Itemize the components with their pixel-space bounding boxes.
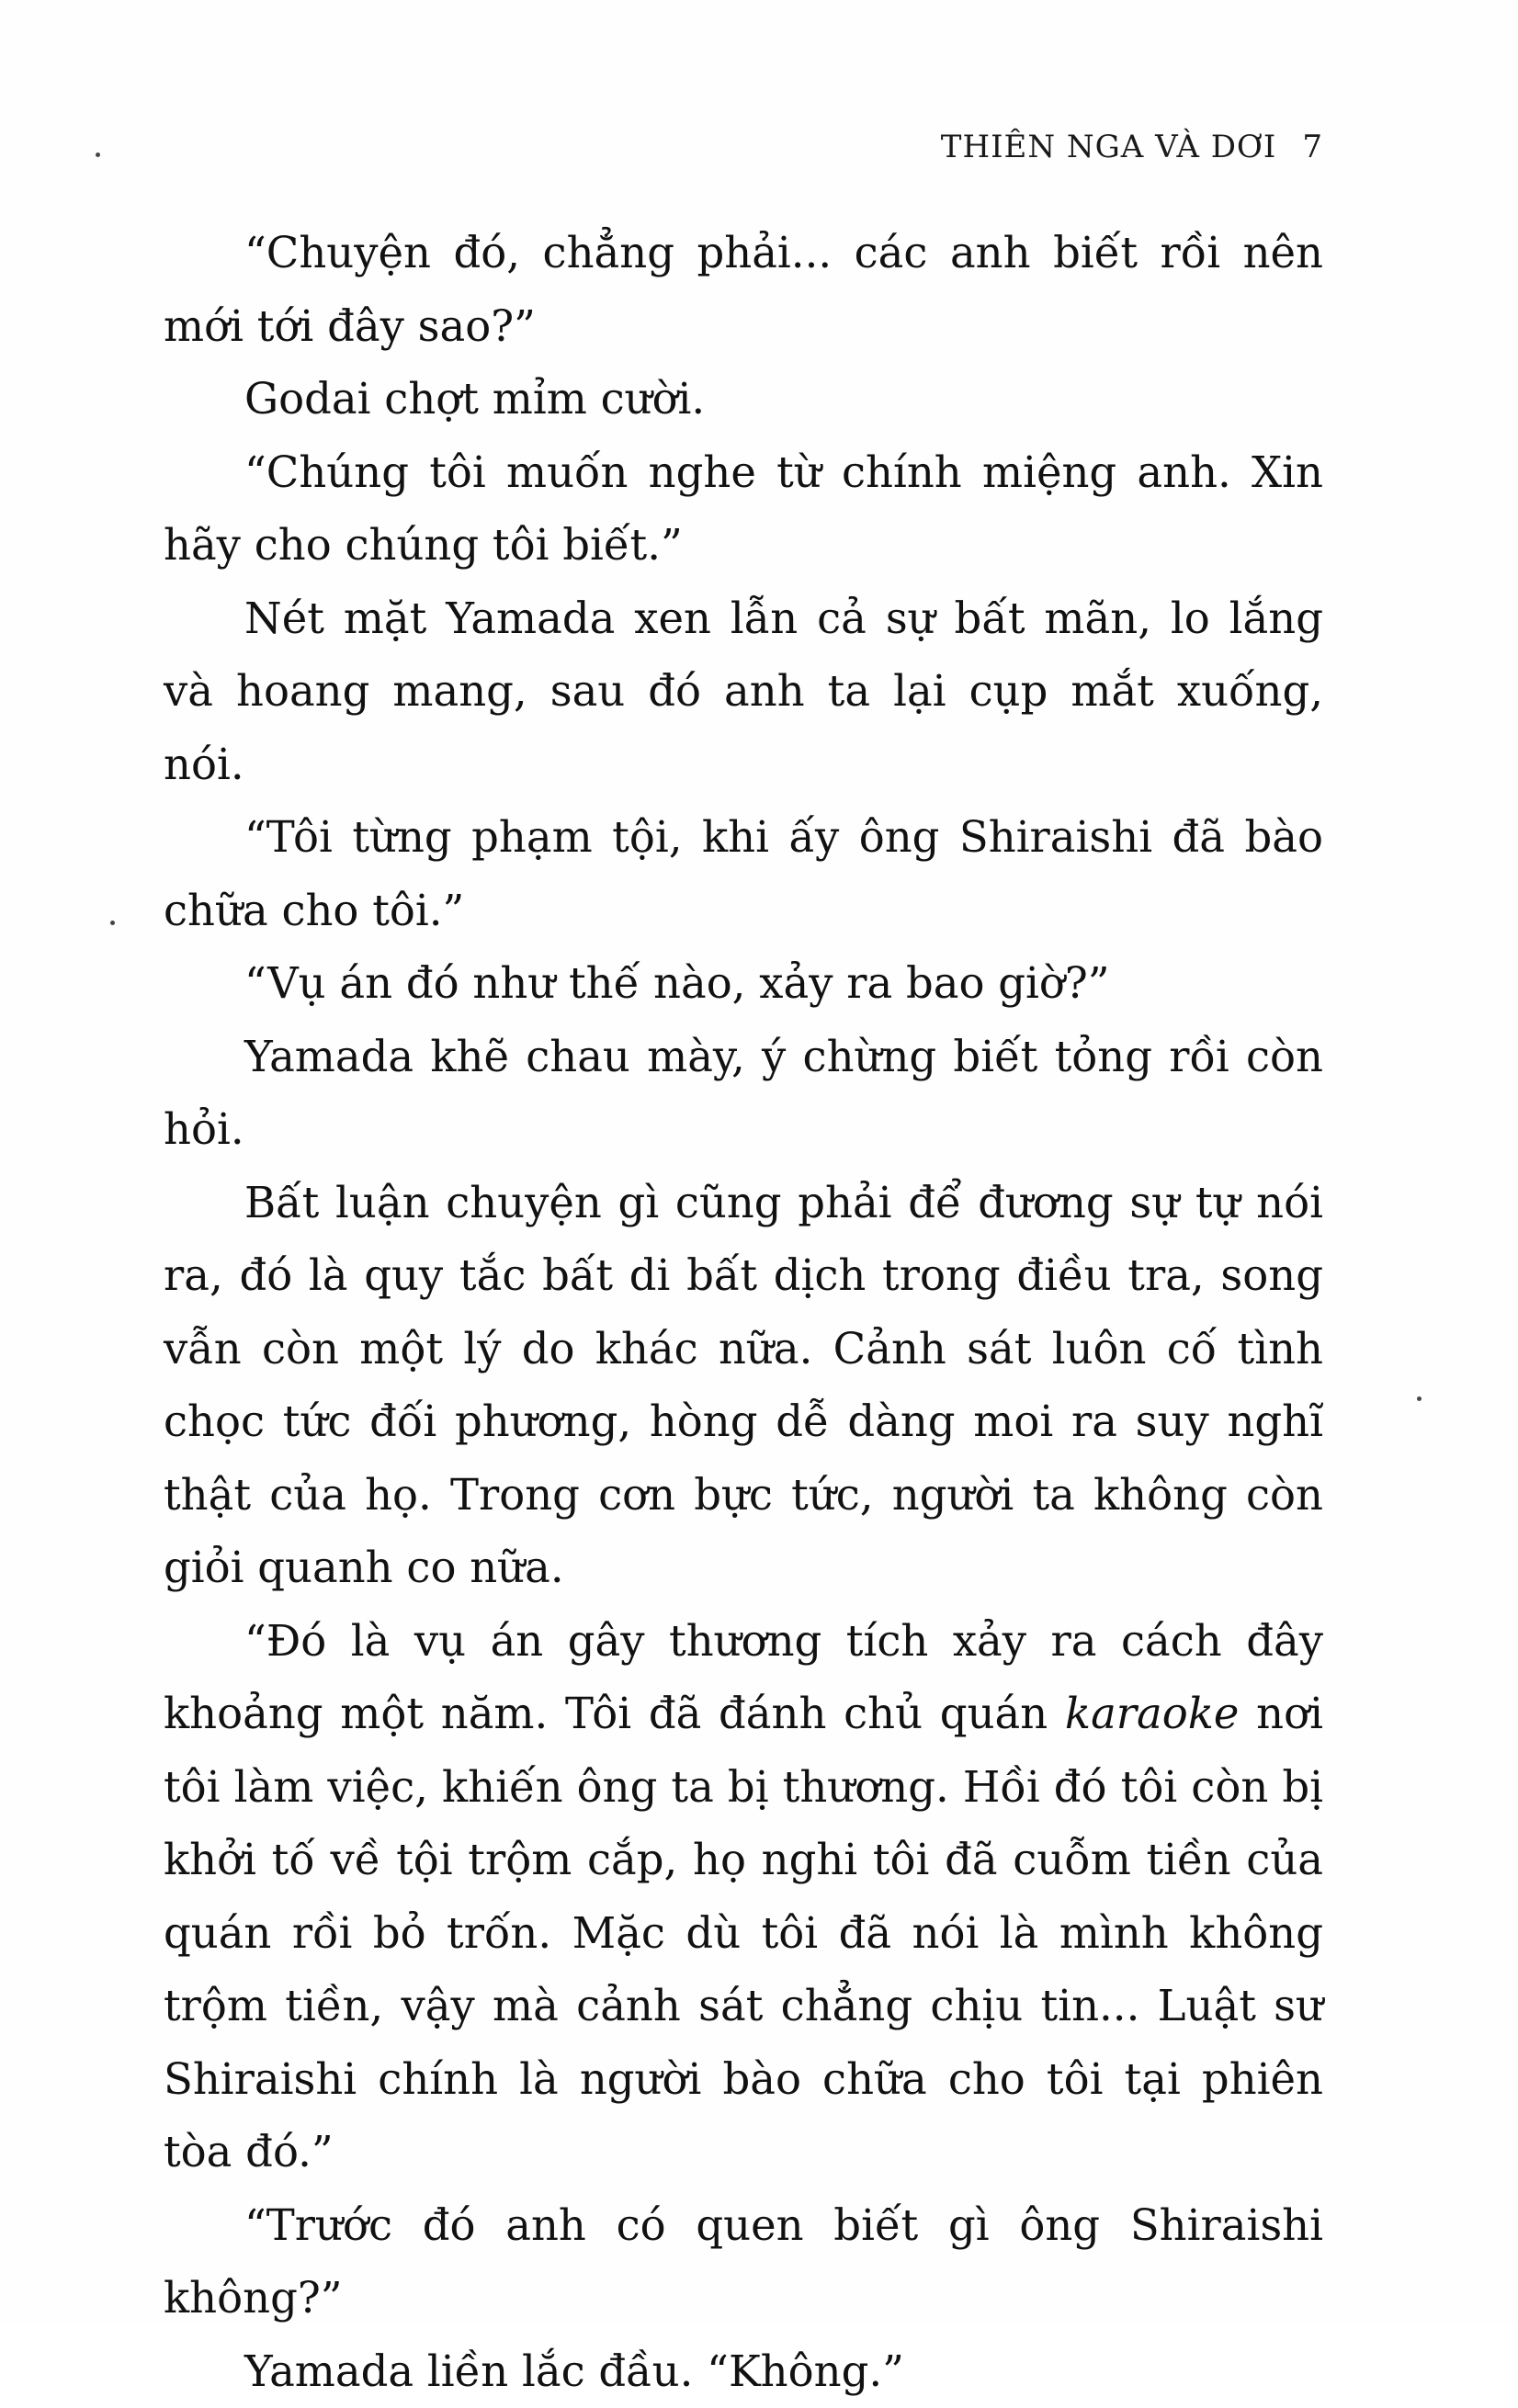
paragraph bbox=[164, 1605, 1323, 2189]
paragraph: Bất luận chuyện gì cũng phải để đương sự tự nói ra, đó là quy tắc bất di bất dịch trong điều tra, song vẫn còn một lý do khác nữa. Cảnh sát luôn cố tình chọc tức đối phương, hòng dễ dàng moi ra suy nghĩ thật của họ. Trong cơn bực tức, người ta không còn giỏi quanh co nữa. bbox=[164, 1167, 1323, 1605]
print-speck bbox=[1417, 1396, 1422, 1401]
body-text bbox=[164, 217, 1323, 2408]
paragraph: “Chuyện đó, chẳng phải... các anh biết rồi nên mới tới đây sao?” bbox=[164, 217, 1323, 363]
paragraph: “Tôi từng phạm tội, khi ấy ông Shiraishi đã bào chữa cho tôi.” bbox=[164, 801, 1323, 947]
paragraph: Nét mặt Yamada xen lẫn cả sự bất mãn, lo lắng và hoang mang, sau đó anh ta lại cụp mắt xuống, nói. bbox=[164, 582, 1323, 802]
running-header bbox=[919, 129, 1323, 165]
emphasis-text: karaoke bbox=[1065, 1689, 1240, 1738]
paragraph: Yamada liền lắc đầu. “Không.” bbox=[164, 2335, 1323, 2408]
print-speck bbox=[96, 153, 100, 157]
print-speck bbox=[110, 921, 115, 925]
paragraph: “Chúng tôi muốn nghe từ chính miệng anh. Xin hãy cho chúng tôi biết.” bbox=[164, 436, 1323, 582]
paragraph-text: “Đó là vụ án gây thương tích xảy ra cách đây khoảng một năm. Tôi đã đánh chủ quán bbox=[164, 1616, 1323, 1739]
paragraph: “Trước đó anh có quen biết gì ông Shiraishi không?” bbox=[164, 2189, 1323, 2335]
paragraph: Yamada khẽ chau mày, ý chừng biết tỏng rồi còn hỏi. bbox=[164, 1021, 1323, 1167]
paragraph: Godai chợt mỉm cười. bbox=[164, 363, 1323, 436]
paragraph-text: nơi tôi làm việc, khiến ông ta bị thương. Hồi đó tôi còn bị khởi tố về tội trộm cắp, họ nghi tôi đã cuỗm tiền của quán rồi bỏ trốn. Mặc dù tôi đã nói là mình không trộm tiền, vậy mà cảnh sát chẳng chịu tin... Luật sư Shiraishi chính là người bào chữa cho tôi tại phiên tòa đó.” bbox=[164, 1689, 1323, 2176]
page-number: 7 bbox=[1302, 129, 1323, 165]
running-title: THIÊN NGA VÀ DƠI bbox=[941, 129, 1277, 165]
paragraph: “Vụ án đó như thế nào, xảy ra bao giờ?” bbox=[164, 947, 1323, 1021]
